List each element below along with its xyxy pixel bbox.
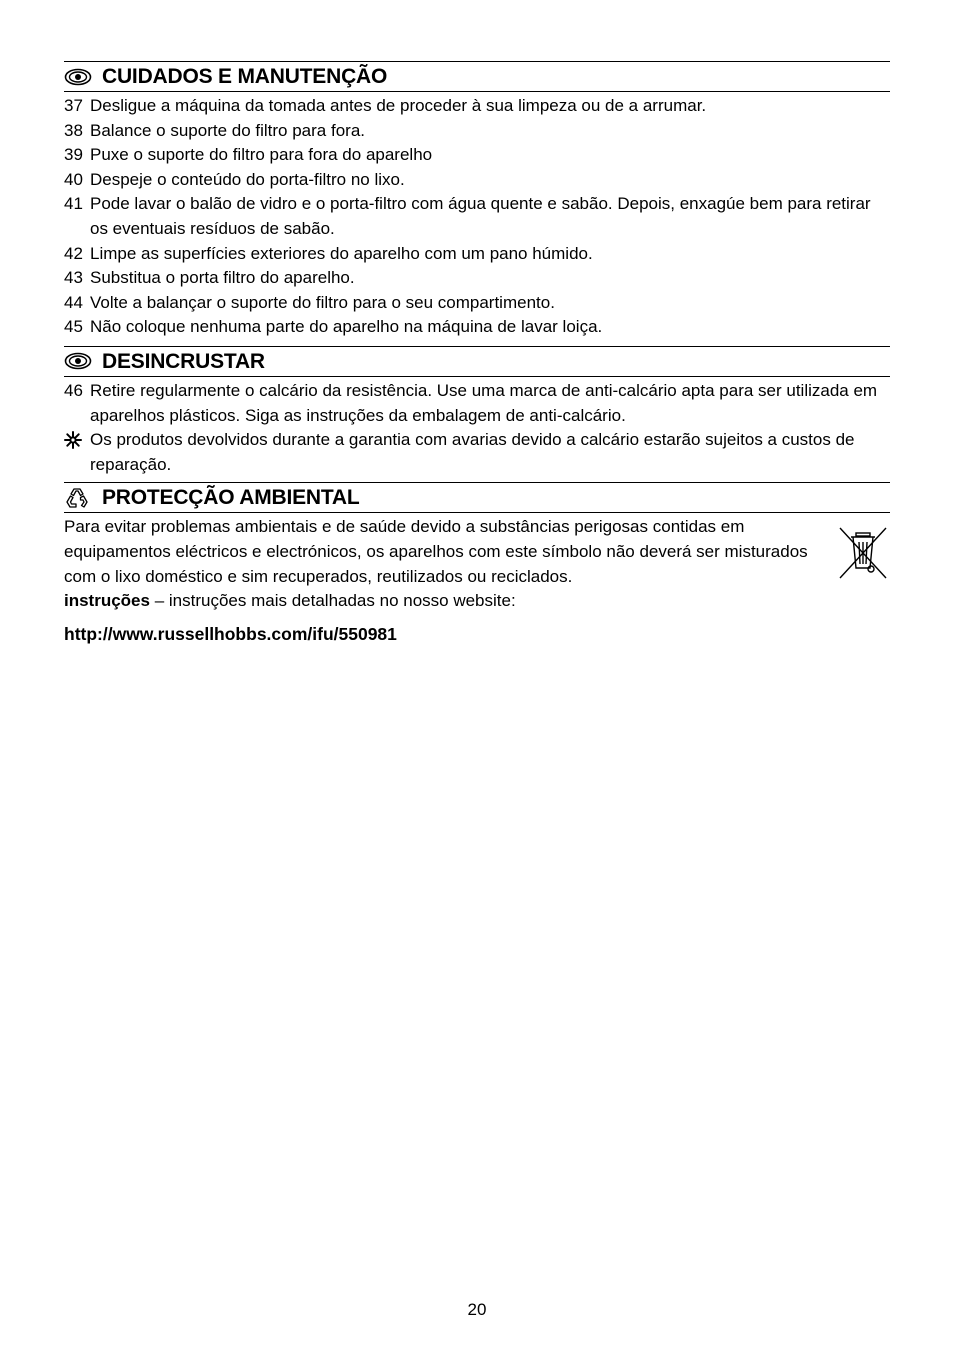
manual-page: [64, 61, 890, 646]
list-item: [64, 379, 890, 428]
list-item: [64, 168, 890, 193]
step-number: 39: [64, 145, 83, 165]
step-text: Balance o suporte do filtro para fora.: [90, 120, 365, 140]
section-header-descale: [64, 346, 890, 377]
list-item: [64, 266, 890, 291]
list-item: [64, 315, 890, 340]
list-item: [64, 94, 890, 119]
step-number: 41: [64, 194, 83, 214]
recycle-icon: [64, 487, 92, 509]
instructions-label: instruções: [64, 591, 150, 611]
warning-star-icon: [64, 428, 90, 453]
care-steps-list: [64, 92, 890, 346]
instructions-text: – instruções mais detalhadas no nosso website:: [149, 591, 516, 611]
step-number: 40: [64, 169, 83, 189]
descale-steps-list: [64, 377, 890, 482]
list-item: [64, 291, 890, 316]
step-number: 46: [64, 380, 83, 400]
step-text: Retire regularmente o calcário da resistência. Use uma marca de anti-calcário apta para ser utilizada em aparelhos plásticos. Siga as instruções da embalagem de anti-calcário.: [90, 380, 878, 425]
section-title: DESINCRUSTAR: [102, 349, 265, 373]
list-item: [64, 192, 890, 241]
section-title: PROTECÇÃO AMBIENTAL: [102, 486, 360, 510]
step-text: Volte a balançar o suporte do filtro para o seu compartimento.: [90, 292, 555, 312]
eye-icon: [64, 350, 92, 372]
instructions-line: [64, 589, 890, 614]
step-number: 37: [64, 96, 83, 115]
note-text: Os produtos devolvidos durante a garantia com avarias devido a calcário estarão sujeitos a custos de reparação.: [90, 430, 855, 474]
step-text: Puxe o suporte do filtro para fora do aparelho: [90, 145, 433, 165]
section-header-environment: [64, 482, 890, 513]
step-number: 43: [64, 268, 83, 288]
step-text: Pode lavar o balão de vidro e o porta-filtro com água quente e sabão. Depois, enxagúe bem para retirar os eventuais resíduos de sabão.: [90, 194, 871, 238]
list-item: [64, 143, 890, 168]
step-text: Não coloque nenhuma parte do aparelho na máquina de lavar loiça.: [90, 317, 603, 337]
step-number: 42: [64, 243, 83, 263]
instructions-url-link[interactable]: http://www.russellhobbs.com/ifu/550981: [64, 623, 397, 644]
step-text: Desligue a máquina da tomada antes de proceder à sua limpeza ou de a arrumar.: [90, 96, 707, 115]
environment-paragraph: Para evitar problemas ambientais e de saúde devido a substâncias perigosas contidas em equipamentos eléctricos e electrónicos, os aparelhos com este símbolo não deverá ser misturados com o lixo doméstico e sim recuperados, reutilizados ou reciclados.: [64, 517, 808, 586]
section-header-care: [64, 61, 890, 92]
step-number: 38: [64, 120, 83, 140]
step-text: Substitua o porta filtro do aparelho.: [90, 268, 355, 288]
warning-note: [64, 428, 890, 477]
eye-icon: [64, 66, 92, 88]
step-number: 44: [64, 292, 83, 312]
page-number: 20: [467, 1300, 487, 1319]
section-title: CUIDADOS E MANUTENÇÃO: [102, 65, 388, 88]
step-text: Limpe as superfícies exteriores do aparelho com um pano húmido.: [90, 243, 593, 263]
list-item: [64, 242, 890, 267]
crossed-bin-icon: [838, 526, 888, 580]
environment-body: [64, 513, 890, 645]
list-item: [64, 119, 890, 144]
step-number: 45: [64, 317, 83, 337]
step-text: Despeje o conteúdo do porta-filtro no lixo.: [90, 169, 405, 189]
